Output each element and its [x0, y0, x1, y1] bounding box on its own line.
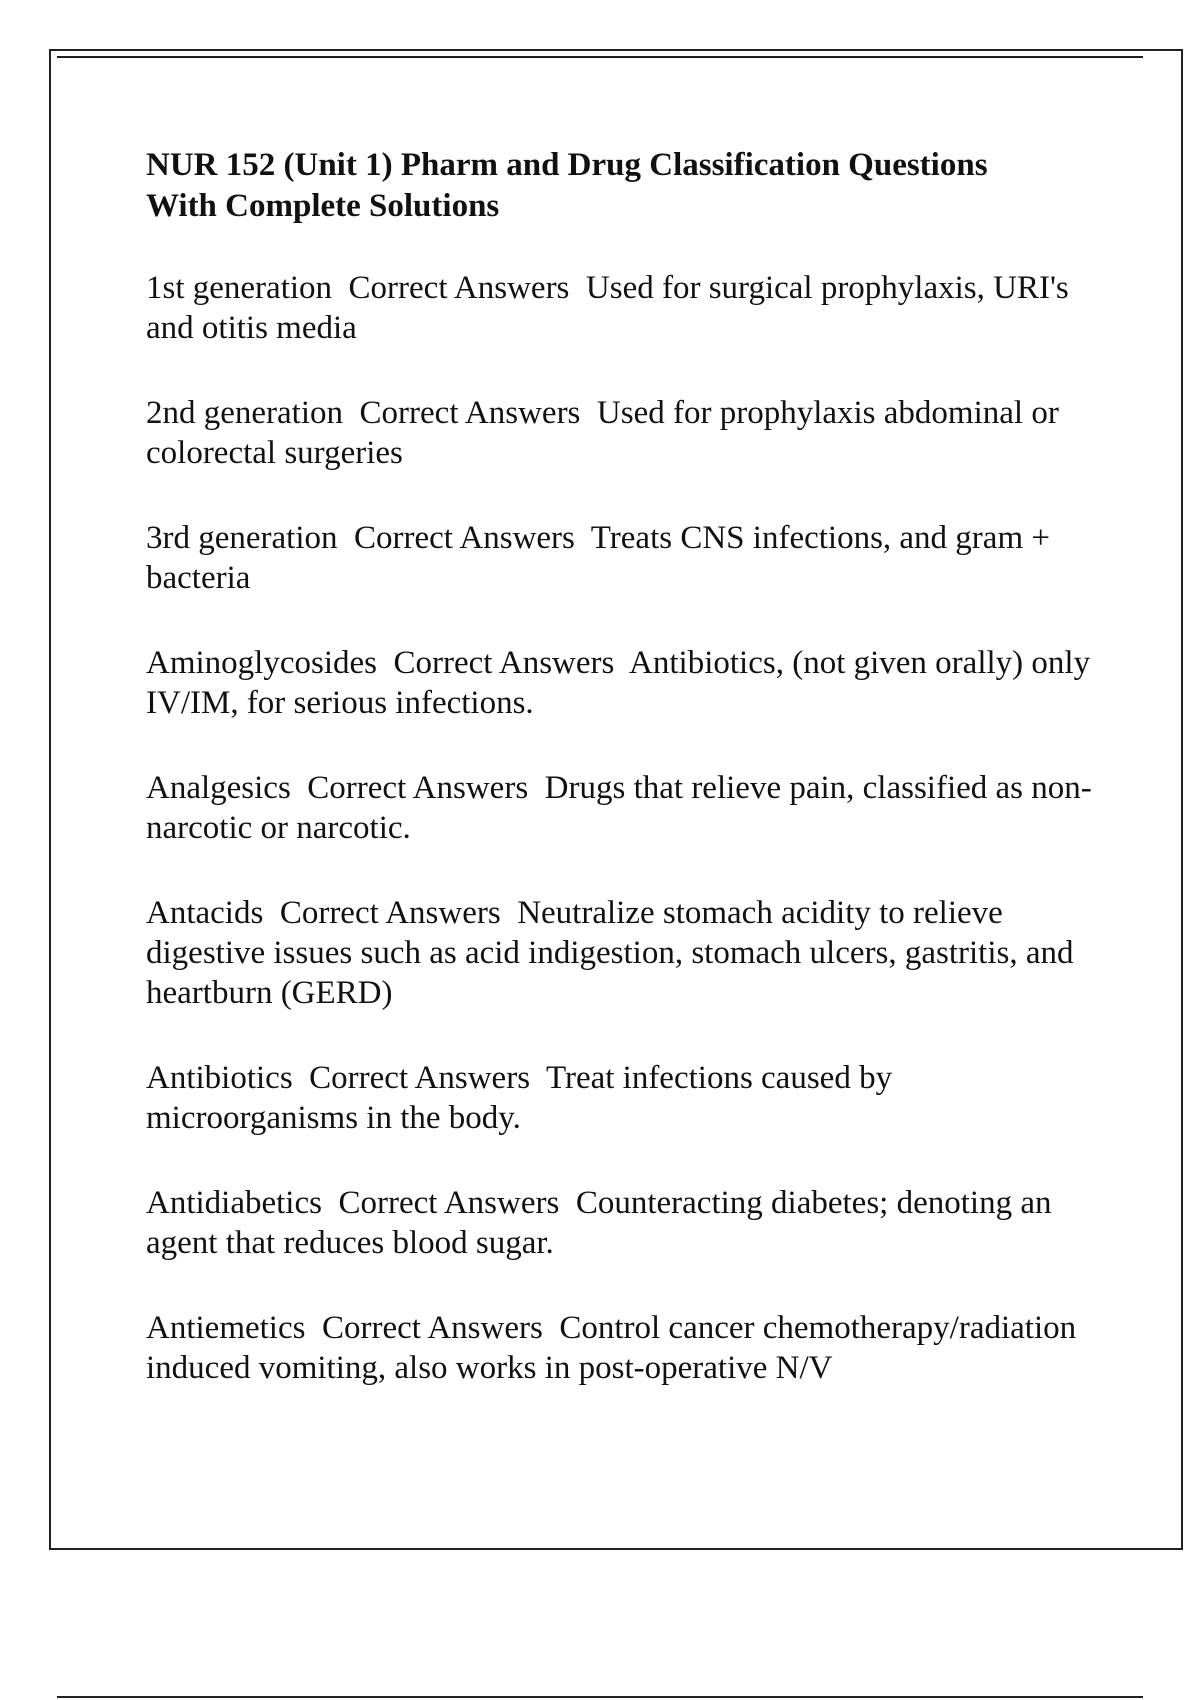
answer-marker: Correct Answers	[321, 1310, 543, 1346]
title-line-1: NUR 152 (Unit 1) Pharm and Drug Classification Questions	[146, 147, 988, 183]
qa-item-antiemetics	[146, 1308, 1096, 1388]
answer-marker: Correct Answers	[348, 270, 570, 306]
qa-term: 2nd generation	[146, 395, 344, 431]
qa-list	[146, 268, 1099, 1388]
qa-answer: Neutralize stomach acidity to relieve digestive issues such as acid indigestion, stomach ulcers, gastritis, and heartburn (GERD)	[146, 895, 1082, 1011]
answer-marker: Correct Answers	[393, 645, 615, 681]
answer-marker: Correct Answers	[279, 895, 501, 931]
answer-marker: Correct Answers	[354, 520, 575, 556]
qa-item-1st-generation	[146, 268, 1096, 348]
title-line-2: With Complete Solutions	[146, 188, 500, 224]
qa-term: Antidiabetics	[146, 1185, 322, 1221]
qa-answer: Used for surgical prophylaxis, URI's and otitis media	[146, 270, 1078, 346]
qa-term: 1st generation	[146, 270, 333, 306]
qa-term: Antacids	[146, 895, 264, 931]
qa-answer: Drugs that relieve pain, classified as non-narcotic or narcotic.	[146, 770, 1092, 846]
qa-term: Antiemetics	[146, 1310, 306, 1346]
qa-answer: Treat infections caused by microorganisms in the body.	[146, 1060, 901, 1136]
answer-marker: Correct Answers	[307, 770, 529, 806]
document-body	[146, 145, 1099, 1433]
document-title	[146, 145, 1096, 227]
qa-item-antacids	[146, 893, 1096, 1013]
top-rule	[57, 56, 1143, 58]
answer-marker: Correct Answers	[359, 395, 581, 431]
qa-answer: Treats CNS infections, and gram + bacteria	[146, 520, 1059, 596]
qa-answer: Used for prophylaxis abdominal or colorectal surgeries	[146, 395, 1068, 471]
qa-item-antibiotics	[146, 1058, 1096, 1138]
qa-item-aminoglycosides	[146, 643, 1099, 723]
qa-term: Antibiotics	[146, 1060, 293, 1096]
qa-answer: Counteracting diabetes; denoting an agent that reduces blood sugar.	[146, 1185, 1060, 1261]
qa-item-antidiabetics	[146, 1183, 1096, 1263]
qa-term: Analgesics	[146, 770, 291, 806]
qa-answer: Control cancer chemotherapy/radiation induced vomiting, also works in post-operative N/V	[146, 1310, 1085, 1386]
qa-answer: Antibiotics, (not given orally) only IV/IM, for serious infections.	[146, 645, 1099, 721]
answer-marker: Correct Answers	[338, 1185, 560, 1221]
qa-item-3rd-generation	[146, 518, 1096, 598]
qa-term: Aminoglycosides	[146, 645, 377, 681]
qa-item-2nd-generation	[146, 393, 1096, 473]
qa-term: 3rd generation	[146, 520, 338, 556]
qa-item-analgesics	[146, 768, 1096, 848]
answer-marker: Correct Answers	[309, 1060, 531, 1096]
bottom-rule	[57, 1696, 1143, 1698]
